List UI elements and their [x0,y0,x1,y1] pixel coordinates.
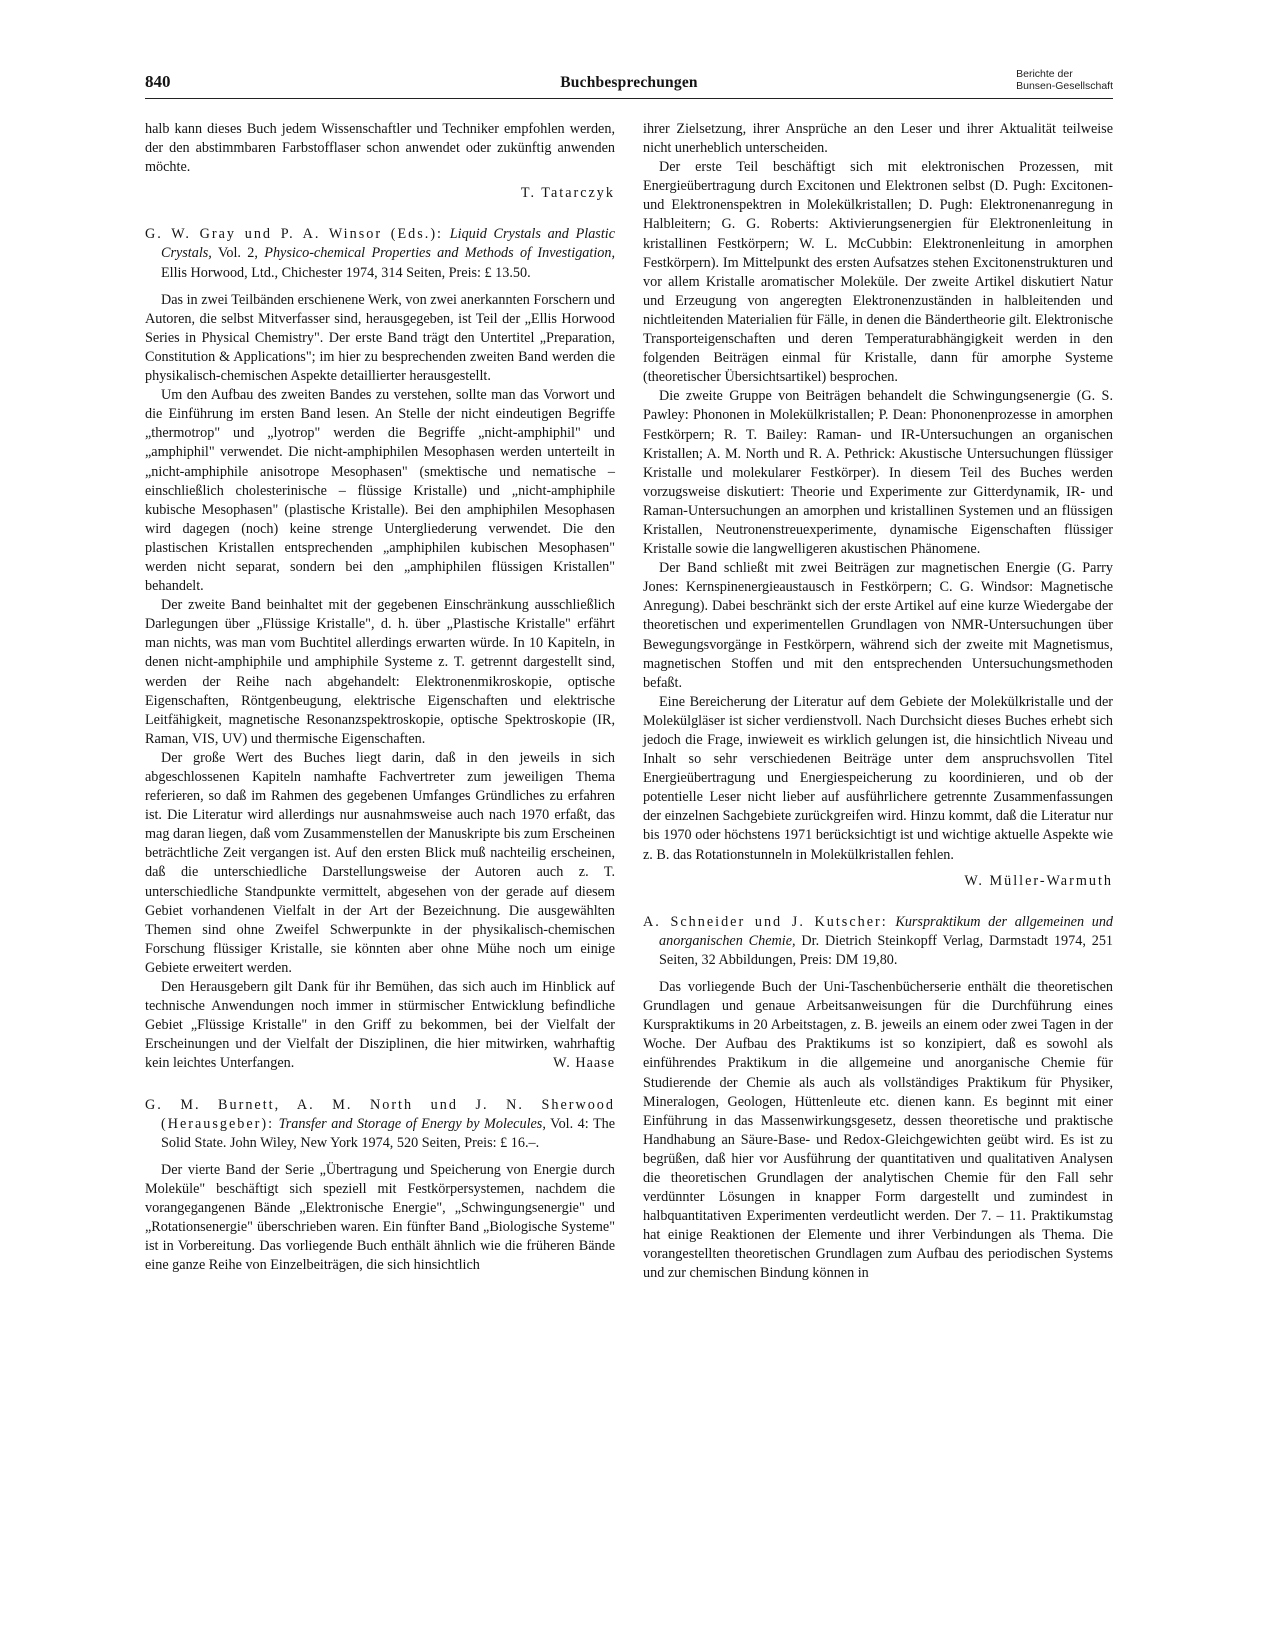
review-text: Der Band schließt mit zwei Beiträgen zur magnetischen Energie (G. Parry Jones: Kernspinenergieaustausch in Festkörpern; C. G. Windsor: Magnetische Anregung). Dabei beschränkt sich der erste Artikel auf eine kurze Wiedergabe der theoretischen und experimentellen Grundlagen von NMR-Untersuchungen über Bewegungsvorgänge in Festkörpern, während sich der zweite mit Magnetismus, magnetischen Stoffen und mit den entsprechenden Untersuchungsmethoden befaßt. [643,560,1113,691]
review-text: ihrer Zielsetzung, ihrer Ansprüche an den Leser und ihrer Aktualität teilweise nicht unerheblich unterscheiden. [643,121,1113,157]
section-title: Buchbesprechungen [560,74,698,91]
review-text: Der erste Teil beschäftigt sich mit elektronischen Prozessen, mit Energieübertragung durch Excitonen und Elektronen selbst (D. Pugh: Excitonen- und Elektronenspektren in Molekülkristallen; D. Pugh: Elektronenanregung in Halbleitern; G. G. Roberts: Aktivierungsenergien für Elektronenleitung in kristallinen Festkörpern; W. L. McCubbin: Elektronenleitung in amorphen Festkörpern). Im Mittelpunkt des ersten Aufsatzes stehen Excitonenstrukturen und vor allem Kristalle aromatischer Moleküle. Der zweite Artikel diskutiert Natur und Erzeugung von angeregten Elektronenzuständen in halbleitenden und nichtleitenden Materialien für Fälle, in denen die Bändertheorie gilt. Elektronische Transporteigenschaften und deren Temperaturabhängigkeit werden in den folgenden Beiträgen einmal für Kristalle, dann für amorphe Systeme (theoretischer Übersichtsartikel) besprochen. [643,159,1113,386]
review-text: Eine Bereicherung der Literatur auf dem Gebiete der Molekülkristalle und der Molekülgläser ist sicher verdienstvoll. Nach Durchsicht dieses Buches erhebt sich jedoch die Frage, inwieweit es wirklich gelungen ist, die hinsichtlich Niveau und Inhalt so sehr verschiedenen Beiträge unter dem anspruchsvollen Titel Energieübertragung und Energiespeicherung zu koordinieren, und ob der potentielle Leser nicht lieber auf ausführlichere getrennte Zusammenfassungen der einzelnen Sachgebiete zurückgreifen wird. Hinzu kommt, daß die Literatur nur bis 1970 oder höchstens 1971 berücksichtigt ist und wichtige aktuelle Aspekte wie z. B. das Rotationstunneln in Molekülkristallen fehlen. [643,693,1113,863]
journal-name [1016,68,1113,92]
review-text-final [145,978,615,1073]
review-text: Das vorliegende Buch der Uni-Taschenbücherserie enthält die theoretischen Grundlagen und genaue Arbeitsanweisungen für die Durchführung eines Kurspraktikums in 20 Arbeitstagen, z. B. jeweils an einem oder zwei Tagen in der Woche. Der Aufbau des Praktikums ist so konzipiert, daß es sowohl als einführendes Praktikum in die allgemeine und anorganische Chemie für Studierende der Chemie als auch als vollständiges Praktikum für Physiker, Mineralogen, Geologen, Hüttenleute etc. dienen kann. Es beginnt mit einer Einführung in das Massenwirkungsgesetz, dessen theoretische und praktische Handhabung an Säure-Base- und Redox-Gleichgewichten geübt wird. Es ist zu begrüßen, daß hier vor Ausführung der quantitativen und qualitativen Analysen die theoretischen Grundlagen der analytischen Chemie für den Fall sehr verdünnter Lösungen in knapper Form dargestellt und zumindest in halbquantitativen Experimenten verdeutlicht werden. Der 7. – 11. Praktikumstag hat einige Reaktionen der Elemente und ihrer Verbindungen als Thema. Die vorangestellten theoretischen Grundlagen zum Aufbau des periodischen Systems und zur chemischen Bindung können in [643,979,1113,1282]
spacer [643,891,1113,913]
journal-name-line2: Bunsen-Gesellschaft [1016,80,1113,92]
spacer [145,203,615,225]
review-text: Das in zwei Teilbänden erschienene Werk, von zwei anerkannten Forschern und Autoren, die selbst Mitverfasser sind, herausgegeben, ist Teil der „Ellis Horwood Series in Physical Chemistry". Der erste Band trägt den Untertitel „Preparation, Constitution & Applications"; im hier zu besprechenden zweiten Band werden die physikalisch-chemischen Aspekte detaillierter herausgestellt. [145,291,615,385]
spacer [145,1074,615,1096]
header-rule [145,98,1113,99]
book-citation [643,913,1113,970]
citation-publisher: Vol. 4: The Solid State. John Wiley, New York 1974, 520 Seiten, Preis: £ 16.–. [161,1115,616,1151]
book-citation [145,1096,615,1153]
book-citation [145,225,615,282]
citation-title: Liquid Crystals and Plastic Crystals, [161,226,615,262]
citation-publisher: Dr. Dietrich Steinkopff Verlag, Darmstadt 1974, 251 Seiten, 32 Abbildungen, Preis: DM 19,80. [659,932,1114,968]
citation-volume: Vol. 2, [217,245,258,262]
journal-name-line1: Berichte der [1016,68,1073,80]
reviewer-signature: W. Haase [553,1055,615,1072]
review-text: Den Herausgebern gilt Dank für ihr Bemühen, das sich auch im Hinblick auf technische Anwendungen noch immer in stürmischer Entwicklung befindliche Gebiet „Flüssige Kristalle" in den Griff zu bekommen, bei der Vielfalt der Erscheinungen und der Vielfalt der Disziplinen, die hier mitwirken, wahrhaftig kein leichtes Unterfangen. [145,979,615,1072]
reviewer-signature: T. Tatarczyk [520,185,615,202]
review-text: Um den Aufbau des zweiten Bandes zu verstehen, sollte man das Vorwort und die Einführung im ersten Band lesen. An Stelle der nicht eindeutigen Begriffe „thermotrop" und „lyotrop" werden die Begriffe „nicht-amphiphil" und „amphiphil" verwendet. Die nicht-amphiphilen Mesophasen werden unterteilt in „nicht-amphiphile anisotrope Mesophasen" (smektische und nematische – einschließlich cholesterinische – flüssige Kristalle) und „nicht-amphiphile kubische Mesophasen" (plastische Kristalle). Bei den amphiphilen Mesophasen wird dagegen (noch) keine strenge Untergliederung verwendet. Die den plastischen Kristallen entsprechenden „amphiphilen kubischen Mesophasen" werden nicht separat, sondern bei den „amphiphilen flüssigen Kristallen" behandelt. [145,387,615,595]
review-text: Der große Wert des Buches liegt darin, daß in den jeweils in sich abgeschlossenen Kapiteln namhafte Fachvertreter zum jeweiligen Thema referieren, so daß im Rahmen des gegebenen Umfanges Gründliches zu erfahren ist. Die Literatur wird allerdings nur ausnahmsweise auch nach 1970 erfaßt, das mag daran liegen, daß vom Zusammenstellen der Manuskripte bis zum Erscheinen beträchtliche Zeit vergangen ist. Auf den ersten Blick muß nachteilig erscheinen, daß die unterschiedliche Darstellungsweise der Autoren auch z. T. unterschiedliche Standpunkte vermittelt, abgesehen von der gerade auf diesem Gebiet vorhandenen Vielfalt in der Art der Bezeichnung. Die ausgewählten Themen sind ohne Zweifel Schwerpunkte in der physikalisch-chemischen Forschung flüssiger Kristalle, sie könnten aber ohne Mühe noch um einige Gebiete erweitert werden. [145,749,615,976]
left-column [145,120,615,1275]
reviewer-signature: W. Müller-Warmuth [964,872,1113,889]
review-text: Der vierte Band der Serie „Übertragung und Speicherung von Energie durch Moleküle" beschäftigt sich speziell mit Festkörpersystemen, nachdem die vorangegangenen Bände „Elektronische Energie", „Schwingungsenergie" und „Rotationsenergie" überschrieben waren. Ein fünfter Band „Biologische Systeme" ist in Vorbereitung. Das vorliegende Buch enthält ähnlich wie die früheren Bände eine ganze Reihe von Einzelbeiträgen, die sich hinsichtlich [145,1161,615,1274]
review-text: Der zweite Band beinhaltet mit der gegebenen Einschränkung ausschließlich Darlegungen über „Flüssige Kristalle", d. h. über „Plastische Kristalle" erfährt man nichts, was man vom Buchtitel allerdings erwarten würde. In 10 Kapiteln, in denen nicht-amphiphile und amphiphile Systeme z. T. getrennt dargestellt sind, werden der Reihe nach abgehandelt: Elektronenmikroskopie, optische Eigenschaften, Röntgenbeugung, elektrische Eigenschaften und elektrische Leitfähigkeit, magnetische Resonanzspektroskopie, optische Spektroskopie (IR, Raman, VIS, UV) und thermische Eigenschaften. [145,597,615,747]
citation-subtitle: Physico-chemical Properties and Methods of Investigation, [264,245,616,262]
citation-authors: G. W. Gray und P. A. Winsor (Eds.): [145,226,443,243]
right-column [643,120,1113,1284]
citation-publisher: Ellis Horwood, Ltd., Chichester 1974, 314 Seiten, Preis: £ 13.50. [161,264,531,281]
citation-title: Transfer and Storage of Energy by Molecules, [278,1115,546,1132]
citation-authors: A. Schneider und J. Kutscher: [643,913,888,930]
citation-title: Kurspraktikum der allgemeinen und anorganischen Chemie, [659,913,1114,949]
review-text: Die zweite Gruppe von Beiträgen behandelt die Schwingungsenergie (G. S. Pawley: Phononen in Molekülkristallen; P. Dean: Phononenprozesse in amorphen Festkörpern; R. T. Bailey: Raman- und IR-Untersuchungen an organischen Kristallen; A. M. North und R. A. Pethrick: Akustische Untersuchungen flüssiger Kristalle und molekularer Festkörper). In diesem Teil des Buches werden vorzugsweise diskutiert: Theorie und Experimente zur Gitterdynamik, IR- und Raman-Untersuchungen an amorphen und kristallinen Systemen und an flüssigen Kristallen, Neutronenstreuexperimente, dynamische Eigenschaften flüssiger Kristalle sowie die langwelligeren akustischen Phänomene. [643,388,1113,558]
running-header [145,68,1113,100]
review-text: halb kann dieses Buch jedem Wissenschaftler und Techniker empfohlen werden, der den abstimmbaren Farbstofflaser schon anwendet oder zukünftig anwenden möchte. [145,121,615,176]
page-number: 840 [145,72,171,91]
citation-authors: G. M. Burnett, A. M. North und J. N. Sherwood (Herausgeber): [145,1096,615,1132]
